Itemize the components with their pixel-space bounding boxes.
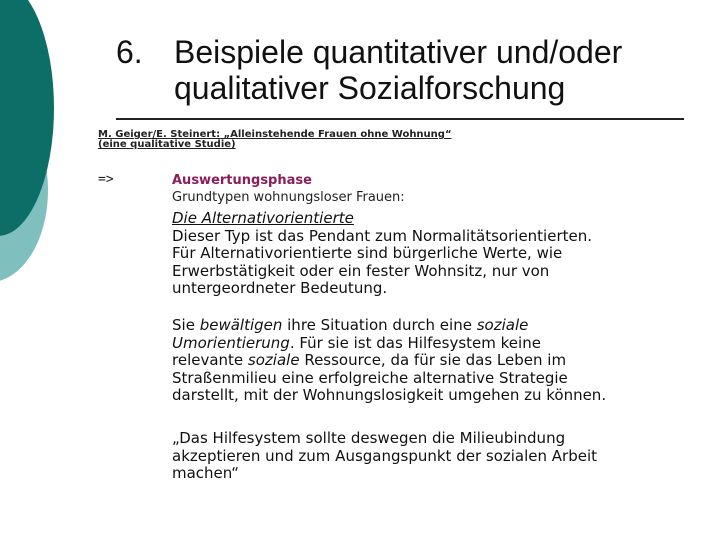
p1-line-2: Für Alternativorientierte sind bürgerliche Werte, wie xyxy=(172,244,563,262)
p1-line-3: Erwerbstätigkeit oder ein fester Wohnsitz, nur von xyxy=(172,261,550,280)
p2-italic: Umorientierung xyxy=(172,333,290,352)
phase-subtitle: Grundtypen wohnungsloser Frauen: xyxy=(172,190,405,205)
slide-number: 6. xyxy=(116,34,143,70)
p1-line-4: untergeordneter Bedeutung. xyxy=(172,279,388,297)
type-title: Die Alternativorientierte xyxy=(172,209,354,227)
p2-line-4: Straßenmilieu eine erfolgreiche alternative Strategie xyxy=(172,368,568,387)
p2-text: ihre Situation durch eine xyxy=(282,316,477,334)
title-line-2: qualitativer Sozialforschung xyxy=(174,70,566,106)
p3-line-2: akzeptieren und zum Ausgangspunkt der sozialen Arbeit xyxy=(172,446,598,465)
phase-title: Auswertungsphase xyxy=(172,173,312,188)
source-line-2: (eine qualitative Studie) xyxy=(98,139,236,150)
title-divider xyxy=(116,118,684,120)
p2-italic: bewältigen xyxy=(199,316,283,334)
p2-text: Sie xyxy=(172,316,200,334)
p2-italic: soziale xyxy=(247,351,300,369)
arrow-marker: => xyxy=(98,172,114,187)
quote-paragraph xyxy=(172,430,712,483)
title-line-1: Beispiele quantitativer und/oder xyxy=(174,34,623,70)
p2-line-3 xyxy=(172,352,712,370)
source-citation xyxy=(98,130,518,150)
p3-line-1: „Das Hilfesystem sollte deswegen die Milieubindung xyxy=(172,429,566,447)
p2-italic: soziale xyxy=(476,316,529,334)
slide-title-text xyxy=(174,34,714,106)
p2-line-5: darstellt, mit der Wohnungslosigkeit umgehen zu können. xyxy=(172,386,607,404)
p3-line-3: machen“ xyxy=(172,464,239,482)
decorative-circles xyxy=(0,0,80,300)
p2-line-2 xyxy=(172,335,712,353)
p1-line-1: Dieser Typ ist das Pendant zum Normalitätsorientierten. xyxy=(172,226,593,245)
source-line-1: M. Geiger/E. Steinert: „Alleinstehende Frauen ohne Wohnung“ xyxy=(98,129,452,140)
p2-text: . Für sie ist das Hilfesystem keine xyxy=(289,333,541,352)
type-description xyxy=(172,210,712,298)
p2-line-1 xyxy=(172,317,712,335)
p2-text: Ressource, da für sie das Leben im xyxy=(299,351,567,369)
p2-text: relevante xyxy=(172,351,248,369)
coping-paragraph xyxy=(172,317,712,405)
